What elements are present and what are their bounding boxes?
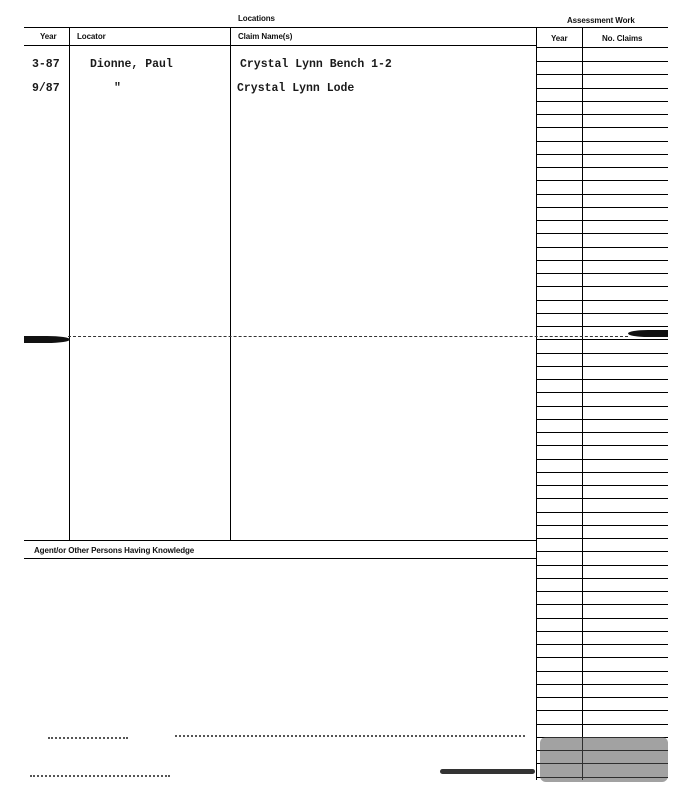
aw-ruled-line bbox=[537, 220, 668, 221]
aw-ruled-line bbox=[537, 339, 668, 340]
scan-smudge-right bbox=[540, 737, 668, 782]
aw-ruled-line bbox=[537, 127, 668, 128]
aw-ruled-line bbox=[537, 618, 668, 619]
aw-ruled-line bbox=[537, 260, 668, 261]
divider-locator-claim bbox=[230, 28, 231, 540]
divider-year-locator bbox=[69, 28, 70, 540]
assessment-work-heading: Assessment Work bbox=[567, 16, 635, 25]
scan-noise-dots-3 bbox=[30, 775, 170, 777]
fold-line bbox=[68, 336, 628, 337]
agent-bottom-rule bbox=[24, 558, 536, 559]
aw-ruled-line bbox=[537, 379, 668, 380]
aw-ruled-line bbox=[537, 247, 668, 248]
aw-ruled-line bbox=[537, 74, 668, 75]
aw-ruled-line bbox=[537, 88, 668, 89]
aw-ruled-line bbox=[537, 591, 668, 592]
aw-ruled-line bbox=[537, 406, 668, 407]
aw-ruled-line bbox=[537, 697, 668, 698]
aw-ruled-line bbox=[537, 273, 668, 274]
aw-ruled-line bbox=[537, 180, 668, 181]
fold-mark-left bbox=[24, 336, 70, 343]
entry-1-claim: Crystal Lynn Bench 1-2 bbox=[240, 58, 392, 71]
aw-ruled-line bbox=[537, 604, 668, 605]
aw-ruled-line bbox=[537, 432, 668, 433]
header-bottom-rule bbox=[24, 45, 536, 46]
entry-1-year: 3-87 bbox=[32, 58, 60, 71]
aw-ruled-line bbox=[537, 167, 668, 168]
col-header-no-claims: No. Claims bbox=[602, 34, 643, 43]
aw-ruled-line bbox=[537, 114, 668, 115]
col-header-locator: Locator bbox=[77, 32, 106, 41]
entry-2-claim: Crystal Lynn Lode bbox=[237, 82, 355, 95]
aw-ruled-line bbox=[537, 61, 668, 62]
aw-ruled-line bbox=[537, 512, 668, 513]
agent-top-rule bbox=[24, 540, 536, 541]
aw-ruled-line bbox=[537, 392, 668, 393]
aw-ruled-line bbox=[537, 485, 668, 486]
aw-ruled-line bbox=[537, 631, 668, 632]
scan-noise-dots-1 bbox=[48, 737, 128, 739]
entry-2-locator: " bbox=[114, 82, 121, 95]
aw-ruled-line bbox=[537, 300, 668, 301]
aw-ruled-line bbox=[537, 724, 668, 725]
aw-ruled-line bbox=[537, 286, 668, 287]
fold-mark-right bbox=[628, 330, 668, 337]
aw-ruled-line bbox=[537, 141, 668, 142]
aw-ruled-line bbox=[537, 525, 668, 526]
aw-header-bottom-rule bbox=[537, 47, 668, 48]
aw-ruled-line bbox=[537, 313, 668, 314]
aw-ruled-line bbox=[537, 154, 668, 155]
aw-ruled-line bbox=[537, 353, 668, 354]
aw-ruled-line bbox=[537, 671, 668, 672]
aw-ruled-line bbox=[537, 565, 668, 566]
aw-ruled-line bbox=[537, 538, 668, 539]
aw-ruled-line bbox=[537, 644, 668, 645]
aw-ruled-line bbox=[537, 472, 668, 473]
header-top-rule bbox=[24, 27, 668, 28]
entry-2-year: 9/87 bbox=[32, 82, 60, 95]
aw-ruled-line bbox=[537, 459, 668, 460]
aw-ruled-line bbox=[537, 445, 668, 446]
aw-ruled-line bbox=[537, 551, 668, 552]
aw-ruled-line bbox=[537, 194, 668, 195]
aw-ruled-line bbox=[537, 366, 668, 367]
agent-heading: Agent/or Other Persons Having Knowledge bbox=[34, 546, 195, 555]
aw-ruled-line bbox=[537, 326, 668, 327]
aw-ruled-line bbox=[537, 684, 668, 685]
locations-heading: Locations bbox=[238, 14, 275, 23]
col-header-claim-names: Claim Name(s) bbox=[238, 32, 293, 41]
entry-1-locator: Dionne, Paul bbox=[90, 58, 173, 71]
aw-ruled-line bbox=[537, 207, 668, 208]
aw-ruled-line bbox=[537, 101, 668, 102]
col-header-aw-year: Year bbox=[551, 34, 568, 43]
aw-ruled-line bbox=[537, 233, 668, 234]
scan-noise-dots-2 bbox=[175, 735, 525, 737]
aw-ruled-line bbox=[537, 657, 668, 658]
aw-ruled-line bbox=[537, 498, 668, 499]
aw-ruled-line bbox=[537, 710, 668, 711]
col-header-year: Year bbox=[40, 32, 57, 41]
scan-smudge-bottom bbox=[440, 769, 535, 774]
aw-ruled-line bbox=[537, 419, 668, 420]
aw-ruled-line bbox=[537, 578, 668, 579]
